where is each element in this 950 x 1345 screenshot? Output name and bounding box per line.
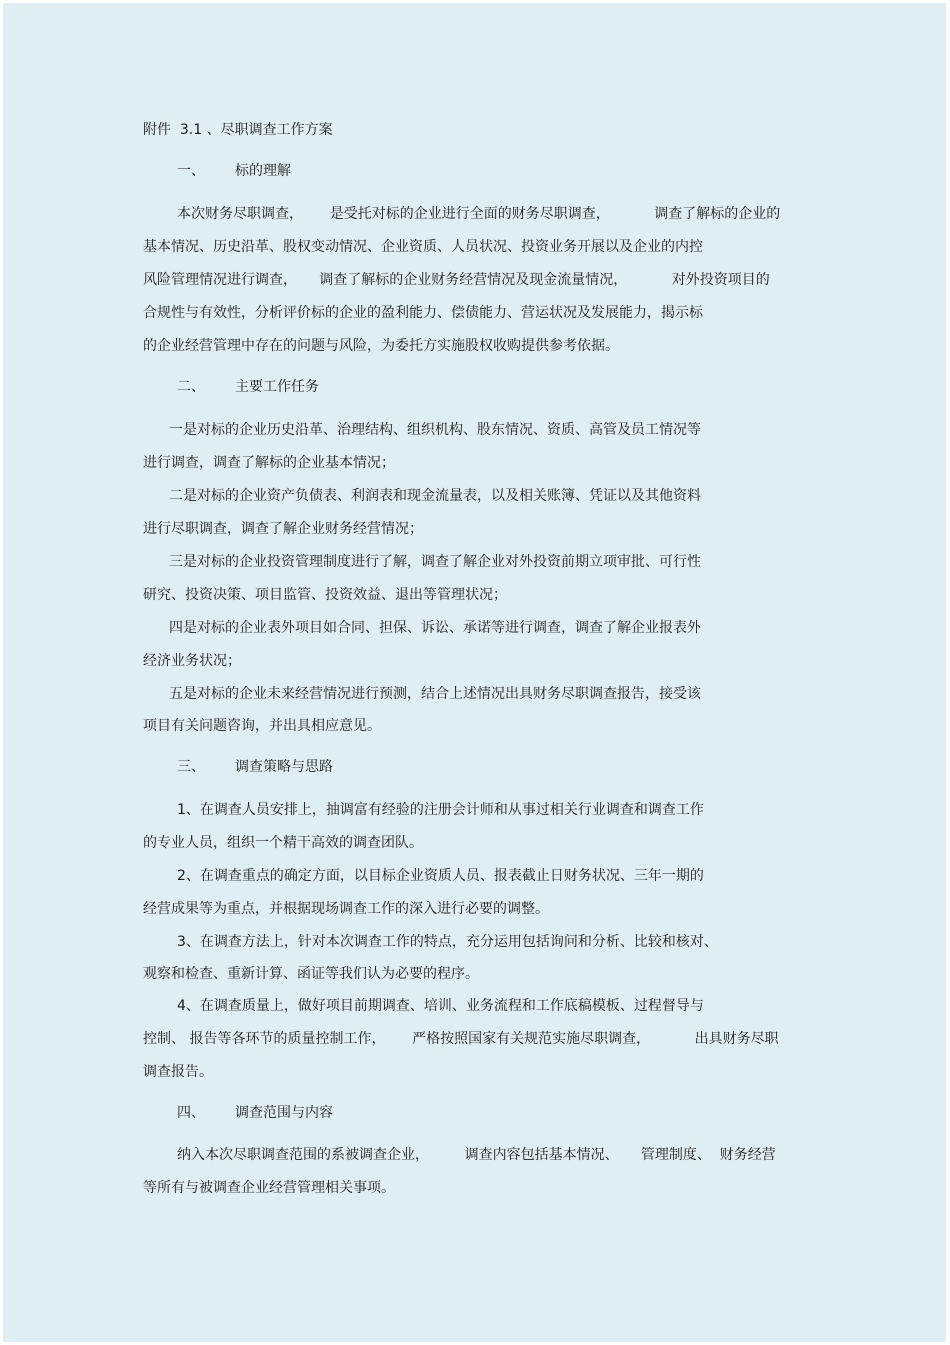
section-2-heading: 主要工作任务 [235,379,319,395]
section-1-line: 合规性与有效性，分析评价标的企业的盈利能力、偿债能力、营运状况及发展能力，揭示标 [143,305,703,321]
section-3-line: 控制、 报告等各环节的质量控制工作， 严格按照国家有关规范实施尽职调查， 出具财务尽职 [143,1031,779,1047]
section-2-number: 二、 [177,379,205,395]
section-2-line: 研究、投资决策、项目监管、投资效益、退出等管理状况； [143,587,507,603]
section-2-line: 二是对标的企业资产负债表、利润表和现金流量表，以及相关账簿、凭证以及其他资料 [169,488,701,504]
section-3-heading: 调查策略与思路 [235,759,333,775]
section-1-number: 一、 [177,163,205,179]
section-1-line: 风险管理情况进行调查， 调查了解标的企业财务经营情况及现金流量情况， 对外投资项目的 [143,272,770,288]
section-4-line: 纳入本次尽职调查范围的系被调查企业， 调查内容包括基本情况、 管理制度、 财务经营 [177,1147,776,1163]
section-1-heading: 标的理解 [235,163,291,179]
section-3-line: 观察和检查、重新计算、函证等我们认为必要的程序。 [143,966,479,982]
document-title: 附件 3.1 、尽职调查工作方案 [143,122,333,138]
section-1-line: 基本情况、历史沿革、股权变动情况、企业资质、人员状况、投资业务开展以及企业的内控 [143,239,703,255]
section-1-line: 的企业经营管理中存在的问题与风险，为委托方实施股权收购提供参考依据。 [143,338,619,354]
section-3-line: 4、在调查质量上，做好项目前期调查、培训、业务流程和工作底稿模板、过程督导与 [177,998,704,1014]
document-page [3,3,946,1342]
section-3-line: 经营成果等为重点，并根据现场调查工作的深入进行必要的调整。 [143,901,549,917]
section-2-line: 进行尽职调查，调查了解企业财务经营情况； [143,521,423,537]
section-2-line: 进行调查，调查了解标的企业基本情况； [143,455,395,471]
section-3-number: 三、 [177,759,205,775]
section-4-heading: 调查范围与内容 [235,1105,333,1121]
section-2-line: 四是对标的企业表外项目如合同、担保、诉讼、承诺等进行调查，调查了解企业报表外 [169,620,701,636]
section-4-number: 四、 [177,1105,205,1121]
section-2-line: 一是对标的企业历史沿革、治理结构、组织机构、股东情况、资质、高管及员工情况等 [169,422,701,438]
section-3-line: 2、在调查重点的确定方面，以目标企业资质人员、报表截止日财务状况、三年一期的 [177,868,704,884]
section-2-line: 项目有关问题咨询，并出具相应意见。 [143,718,381,734]
section-3-line: 调查报告。 [143,1064,213,1080]
section-2-line: 经济业务状况； [143,653,241,669]
section-2-line: 三是对标的企业投资管理制度进行了解，调查了解企业对外投资前期立项审批、可行性 [169,554,701,570]
section-3-line: 的专业人员，组织一个精干高效的调查团队。 [143,835,423,851]
section-3-line: 1、在调查人员安排上，抽调富有经验的注册会计师和从事过相关行业调查和调查工作 [177,802,704,818]
section-2-line: 五是对标的企业未来经营情况进行预测，结合上述情况出具财务尽职调查报告，接受该 [169,686,701,702]
section-4-line: 等所有与被调查企业经营管理相关事项。 [143,1180,395,1196]
section-3-line: 3、在调查方法上，针对本次调查工作的特点，充分运用包括询问和分析、比较和核对、 [177,934,718,950]
section-1-line: 本次财务尽职调查， 是受托对标的企业进行全面的财务尽职调查， 调查了解标的企业的 [177,206,781,222]
